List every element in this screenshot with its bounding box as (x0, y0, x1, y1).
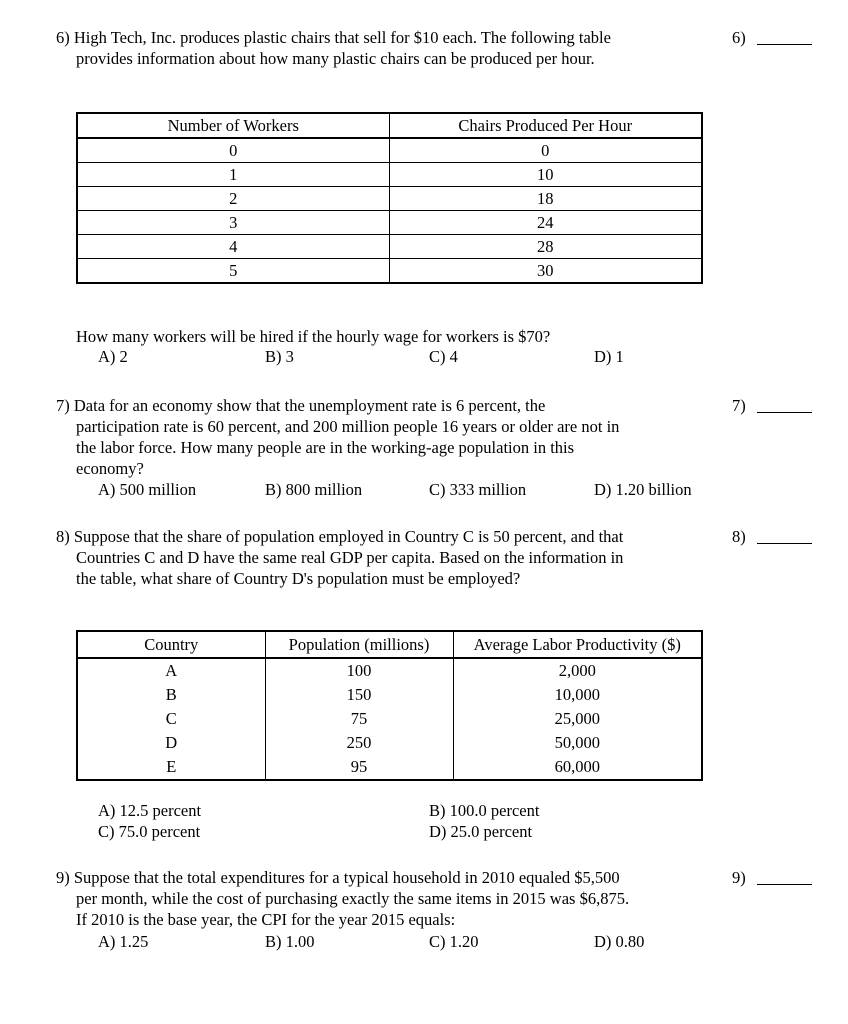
q9-option-a[interactable]: A) 1.25 (98, 932, 149, 951)
table-cell: 150 (265, 683, 453, 707)
q6-option-b[interactable]: B) 3 (265, 347, 294, 366)
table-row (77, 187, 702, 211)
q6-margin-number: 6) (732, 28, 746, 47)
table-row (77, 235, 702, 259)
q8-country-table (76, 630, 703, 781)
table-cell: B (77, 683, 265, 707)
q7-option-c[interactable]: C) 333 million (429, 480, 527, 499)
header-cell: Chairs Produced Per Hour (389, 113, 702, 138)
table-cell: 60,000 (453, 755, 702, 780)
q7-margin-number: 7) (732, 396, 746, 415)
q8-option-d[interactable]: D) 25.0 percent (429, 822, 533, 841)
header-cell: Country (77, 631, 265, 658)
table-cell: A (77, 658, 265, 683)
q8-option-c[interactable]: C) 75.0 percent (98, 822, 201, 841)
table-row (77, 138, 702, 163)
table-cell: 2,000 (453, 658, 702, 683)
table-row (77, 683, 702, 707)
q6-question: How many workers will be hired if the hourly wage for workers is $70? (76, 327, 551, 346)
q7-prompt: 7) Data for an economy show that the unemployment rate is 6 percent, the participation rate is 60 percent, and 200 million people 16 years or older are not in the labor force. How many people are in the working-age population in this economy? (56, 396, 620, 478)
table-cell: 18 (389, 187, 702, 211)
table-cell: 10,000 (453, 683, 702, 707)
q7-option-d[interactable]: D) 1.20 billion (594, 480, 692, 499)
table-cell: 100 (265, 658, 453, 683)
table-cell: D (77, 731, 265, 755)
q9-option-c[interactable]: C) 1.20 (429, 932, 479, 951)
table-cell: 1 (77, 163, 389, 187)
table-cell: 4 (77, 235, 389, 259)
table-cell: 2 (77, 187, 389, 211)
table-header-row (77, 113, 702, 138)
table-cell: 25,000 (453, 707, 702, 731)
q6-answer-blank[interactable] (757, 44, 812, 45)
table-cell: 3 (77, 211, 389, 235)
q9-answer-blank[interactable] (757, 884, 812, 885)
q8-option-a[interactable]: A) 12.5 percent (98, 801, 202, 820)
table-cell: 250 (265, 731, 453, 755)
q9-option-b[interactable]: B) 1.00 (265, 932, 315, 951)
q9-prompt: 9) Suppose that the total expenditures for a typical household in 2010 equaled $5,500 per month, while the cost of purchasing exactly the same items in 2015 was $6,875. If 2010 is the base year, the CPI for the year 2015 equals: (56, 868, 630, 929)
table-row (77, 211, 702, 235)
q8-prompt: 8) Suppose that the share of population employed in Country C is 50 percent, and that Countries C and D have the same real GDP per capita. Based on the information in the table, what share of Country D's population must be employed? (56, 527, 624, 588)
table-cell: C (77, 707, 265, 731)
table-cell: E (77, 755, 265, 780)
q8-answer-blank[interactable] (757, 543, 812, 544)
q7-option-b[interactable]: B) 800 million (265, 480, 363, 499)
table-cell: 0 (389, 138, 702, 163)
q6-option-d[interactable]: D) 1 (594, 347, 624, 366)
header-cell: Average Labor Productivity ($) (453, 631, 702, 658)
q6-option-c[interactable]: C) 4 (429, 347, 458, 366)
q8-option-b[interactable]: B) 100.0 percent (429, 801, 540, 820)
table-row (77, 707, 702, 731)
q7-option-a[interactable]: A) 500 million (98, 480, 197, 499)
q9-margin-number: 9) (732, 868, 746, 887)
table-cell: 24 (389, 211, 702, 235)
q6-production-table (76, 112, 703, 284)
header-cell: Number of Workers (77, 113, 389, 138)
table-cell: 75 (265, 707, 453, 731)
q9-option-d[interactable]: D) 0.80 (594, 932, 645, 951)
table-cell: 30 (389, 259, 702, 284)
table-row (77, 163, 702, 187)
table-row (77, 658, 702, 683)
table-row (77, 755, 702, 780)
table-cell: 5 (77, 259, 389, 284)
header-cell: Population (millions) (265, 631, 453, 658)
table-cell: 28 (389, 235, 702, 259)
q6-prompt: 6) High Tech, Inc. produces plastic chairs that sell for $10 each. The following table provides information about how many plastic chairs can be produced per hour. (56, 28, 611, 68)
q8-margin-number: 8) (732, 527, 746, 546)
table-cell: 50,000 (453, 731, 702, 755)
table-row (77, 259, 702, 284)
q7-answer-blank[interactable] (757, 412, 812, 413)
table-header-row (77, 631, 702, 658)
table-row (77, 731, 702, 755)
table-cell: 95 (265, 755, 453, 780)
table-cell: 0 (77, 138, 389, 163)
q6-option-a[interactable]: A) 2 (98, 347, 128, 366)
table-cell: 10 (389, 163, 702, 187)
